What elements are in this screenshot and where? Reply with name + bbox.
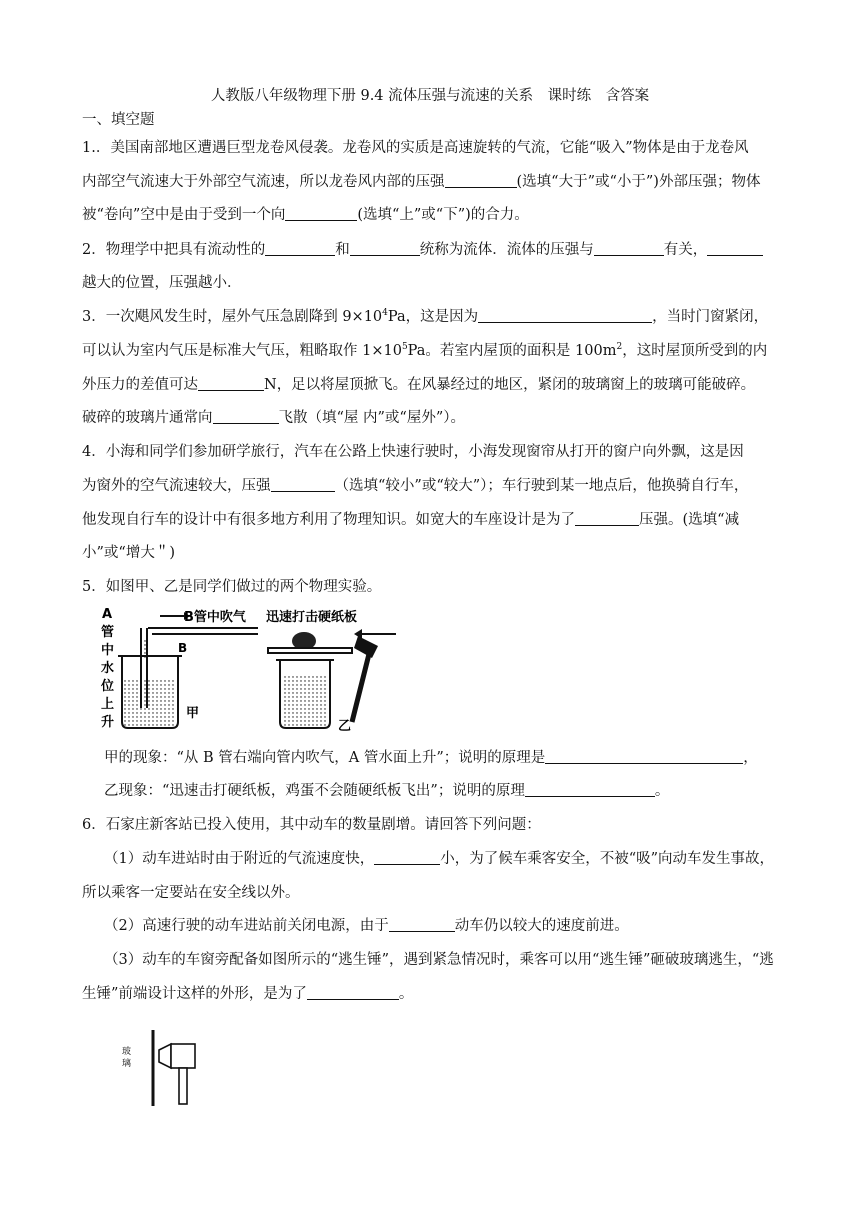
q4-text: 压强。(选填“减 <box>639 512 740 528</box>
q2-line-1 <box>82 238 763 259</box>
q2-text: 有关， <box>663 242 708 258</box>
q6-part-1-cont: 所以乘客一定要站在安全线以外。 <box>82 885 300 901</box>
q1-line-2 <box>82 170 760 191</box>
answer-blank[interactable] <box>445 173 517 188</box>
escape-hammer-figure <box>118 1024 218 1110</box>
q4-line-3 <box>82 508 739 529</box>
answer-blank[interactable] <box>389 917 455 932</box>
answer-blank[interactable] <box>374 850 440 865</box>
fig-jia-label: 甲 <box>186 706 200 721</box>
q5-text: 甲的现象：“从 B 管右端向管内吹气，A 管水面上升”；说明的原理是 <box>104 750 546 766</box>
q4-text: 他发现自行车的设计中有很多地方利用了物理知识。如宽大的车座设计是为了 <box>82 512 575 528</box>
answer-blank[interactable] <box>594 241 664 256</box>
hammer-head <box>354 636 378 658</box>
answer-blank[interactable] <box>525 782 655 797</box>
q5-line-2 <box>104 746 758 767</box>
q3-text: ，当时门窗紧闭， <box>652 309 769 325</box>
fig-hit-label: 迅速打击硬纸板 <box>266 610 358 625</box>
q3-line-1 <box>82 305 768 326</box>
page-title: 人教版八年级物理下册 9.4 流体压强与流速的关系 课时练 含答案 <box>210 88 650 104</box>
q6-text: 动车仍以较大的速度前进。 <box>454 918 629 934</box>
fig-vertical-label-char: 中 <box>101 643 115 658</box>
escape-hammer-diagram <box>118 1024 218 1110</box>
experiment-diagram <box>100 604 410 736</box>
answer-blank[interactable] <box>285 206 357 221</box>
fig-vertical-label-char: 上 <box>101 697 115 712</box>
hammer-tip <box>159 1044 171 1068</box>
answer-blank[interactable] <box>271 477 335 492</box>
answer-blank[interactable] <box>545 749 743 764</box>
q3-line-3 <box>82 373 755 394</box>
q6-text: 。 <box>398 986 414 1002</box>
fig-vertical-label-char: A <box>102 607 113 622</box>
fig-vertical-label-char: 位 <box>101 679 115 694</box>
q1-line-3 <box>82 203 529 224</box>
q3-text: 可以认为室内气压是标准大气压，粗略取作 1×10 <box>82 343 402 359</box>
hammer-grip <box>179 1068 187 1104</box>
q3-exponent: 5 <box>401 342 408 352</box>
q6-part-3-cont <box>82 982 413 1003</box>
q2-text: 2．物理学中把具有流动性的 <box>82 242 266 258</box>
q6-text: 小，为了候车乘客安全，不被“吸”向动车发生事故， <box>440 851 775 867</box>
answer-blank[interactable] <box>213 409 279 424</box>
fig-blow-label: B管中吹气 <box>184 610 246 625</box>
q3-text: 外压力的差值可达 <box>82 377 198 393</box>
answer-blank[interactable] <box>350 241 420 256</box>
q3-text: 3．一次飓风发生时，屋外气压急剧降到 9×10 <box>82 309 383 325</box>
experiment-figure <box>100 604 410 736</box>
fig-vertical-label-char: 水 <box>101 661 115 676</box>
q6-part-3: （3）动车的车窗旁配备如图所示的“逃生锤”，遇到紧急情况时，乘客可以用“逃生锤”砸破玻璃逃生，“逃 <box>104 952 774 968</box>
glass-label-char: 玻 <box>122 1047 132 1057</box>
q4-text: 为窗外的空气流速较大，压强 <box>82 478 271 494</box>
q3-exponent: 4 <box>382 308 388 318</box>
q2-text: 和 <box>335 242 350 258</box>
q3-text: 飞散（填“屋 内”或“屋外”）。 <box>278 410 466 426</box>
section-heading: 一、填空题 <box>82 112 155 128</box>
answer-blank[interactable] <box>307 985 399 1000</box>
beaker-yi-water <box>282 674 328 726</box>
q5-text: 。 <box>654 783 670 799</box>
answer-blank[interactable] <box>478 308 652 323</box>
q6-line-1: 6．石家庄新客站已投入使用，其中动车的数量剧增。请回答下列问题： <box>82 817 541 833</box>
q5-text: 乙现象：“迅速击打硬纸板，鸡蛋不会随硬纸板飞出”；说明的原理 <box>104 783 525 799</box>
q3-line-2 <box>82 339 767 360</box>
q3-exponent: 2 <box>616 342 623 352</box>
q1-text: (选填“上”或“下”)的合力。 <box>357 207 529 223</box>
q6-text: （1）动车进站时由于附近的气流速度快， <box>104 851 375 867</box>
q4-line-1: 4．小海和同学们参加研学旅行，汽车在公路上快速行驶时，小海发现窗帘从打开的窗户向外飘，这是因 <box>82 444 744 460</box>
q3-text: ，这时屋顶所受到的内 <box>622 343 768 359</box>
q2-line-2: 越大的位置，压强越小． <box>82 275 242 291</box>
answer-blank[interactable] <box>198 376 264 391</box>
glass-label-char: 璃 <box>122 1059 132 1069</box>
q4-line-4: 小”或“增大＂) <box>82 545 175 561</box>
hammer-body <box>171 1044 195 1068</box>
q6-text: （2）高速行驶的动车进站前关闭电源，由于 <box>104 918 389 934</box>
answer-blank[interactable] <box>575 511 639 526</box>
q6-text: 生锤”前端设计这样的外形，是为了 <box>82 986 307 1002</box>
q5-text: ， <box>743 750 758 766</box>
q3-text: Pa，这是因为 <box>387 309 479 325</box>
beaker-jia-water <box>124 678 176 726</box>
q4-line-2 <box>82 474 748 495</box>
answer-blank[interactable] <box>265 241 335 256</box>
q3-text: N，足以将屋顶掀飞。在风暴经过的地区，紧闭的玻璃窗上的玻璃可能破碎。 <box>264 377 756 393</box>
fig-vertical-label-char: 升 <box>101 715 115 730</box>
q5-line-1: 5．如图甲、乙是同学们做过的两个物理实验。 <box>82 579 382 595</box>
cardboard <box>268 648 352 653</box>
q5-line-3 <box>104 779 669 800</box>
q2-text: 统称为流体．流体的压强与 <box>419 242 594 258</box>
q4-text: （选填“较小”或“较大”）；车行驶到某一地点后，他换骑自行车， <box>334 478 749 494</box>
q6-part-1 <box>104 847 774 868</box>
answer-blank[interactable] <box>707 241 763 256</box>
fig-b-label: B <box>178 641 188 655</box>
q1-line-1: 1.．美国南部地区遭遇巨型龙卷风侵袭。龙卷风的实质是高速旋转的气流，它能“吸入”物体是由于龙卷风 <box>82 140 749 156</box>
q1-text: 被“卷向”空中是由于受到一个向 <box>82 207 286 223</box>
q1-text: 内部空气流速大于外部空气流速，所以龙卷风内部的压强 <box>82 174 445 190</box>
q3-text: Pa。若室内屋顶的面积是 100m <box>407 343 617 359</box>
q6-part-2 <box>104 914 629 935</box>
q3-line-4 <box>82 406 465 427</box>
q1-text: (选填“大于”或“小于”)外部压强；物体 <box>516 174 761 190</box>
hammer-handle <box>352 650 370 722</box>
fig-yi-label: 乙 <box>338 719 352 734</box>
q3-text: 破碎的玻璃片通常向 <box>82 410 213 426</box>
fig-vertical-label-char: 管 <box>101 625 115 640</box>
